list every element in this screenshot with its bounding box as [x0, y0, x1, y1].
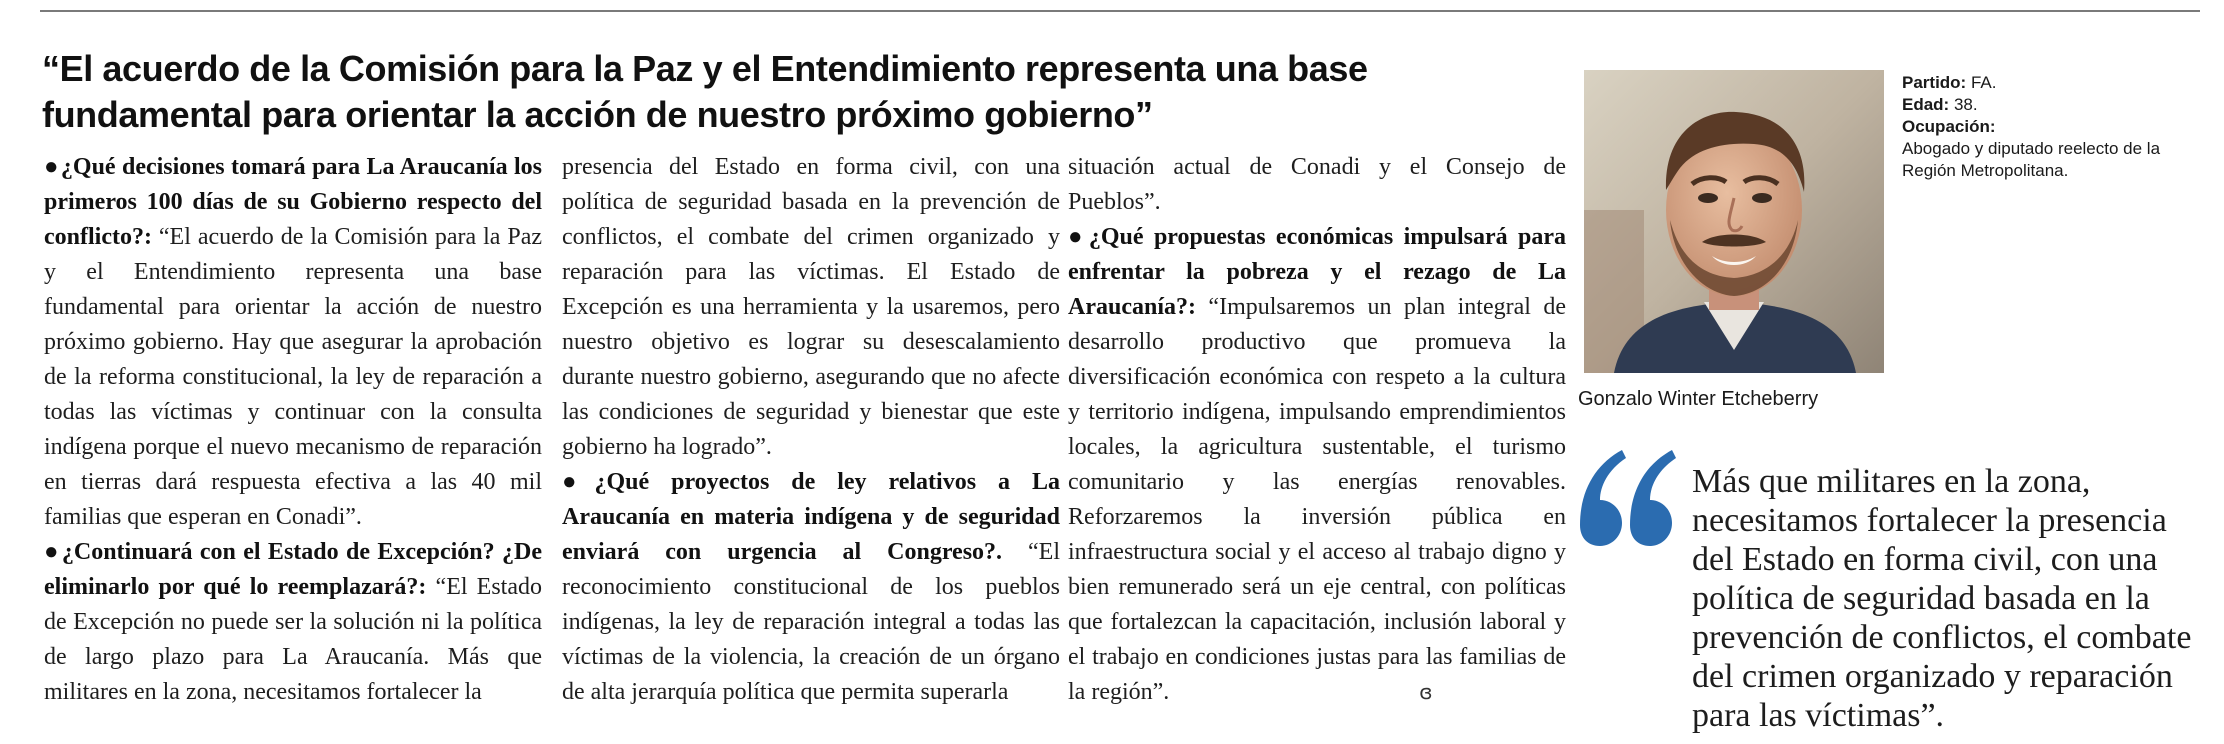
answer-2-cont: presencia del Estado en forma civil, con una política de seguridad basada en la prevención de conflictos, el combate del crimen organizado y reparación para las víctimas. El Estado de Excepción es una herramienta y la usaremos, pero nuestro objetivo es lograr su desescalamiento durante nuestro gobierno, asegurando que no afecte las condiciones de seguridad y bienestar que este gobierno ha logrado”. [562, 154, 1060, 460]
article-column-1 [44, 150, 542, 710]
answer-3-cont: situación actual de Conadi y el Consejo de Pueblos”. [1068, 154, 1566, 215]
headline-line-1: “El acuerdo de la Comisión para la Paz y el Entendimiento representa una base [42, 48, 1368, 89]
profile-box [1902, 72, 2202, 182]
profile-occupation-value: Abogado y diputado reelecto de la Región Metropolitana. [1902, 139, 2161, 180]
end-mark: ɞ [1419, 680, 1433, 704]
open-quote-icon [1570, 430, 1680, 550]
qa-block-2-cont [562, 150, 1060, 465]
profile-age: Edad: 38. [1902, 95, 1978, 114]
article-column-2 [562, 150, 1060, 710]
profile-occupation-label: Ocupación: [1902, 117, 1996, 136]
question-4: ●¿Qué propuestas económicas impulsará para enfrentar la pobreza y el rezago de La Araucanía?: [1068, 224, 1567, 320]
qa-block-3-cont [1068, 150, 1566, 220]
answer-1: “El acuerdo de la Comisión para la Paz y el Entendimiento representa una base fundamental para orientar la acción de nuestro próximo gobierno. Hay que asegurar la aprobación de la reforma constitucional, la ley de reparación a todas las víctimas y continuar con la consulta indígena porque el nuevo mecanismo de reparación en tierras dará respuesta efectiva a las 40 mil familias que esperan en Conadi”. [44, 224, 542, 530]
question-1: ●¿Qué decisiones tomará para La Araucanía los primeros 100 días de su Gobierno respecto del conflicto?: [44, 154, 542, 250]
photo-caption: Gonzalo Winter Etcheberry [1578, 388, 1819, 410]
pull-quote: Más que militares en la zona, necesitamos fortalecer la presencia del Estado en forma civil, con una política de seguridad basada en la prevención de conflictos, el combate del crimen organizado y reparación para las víctimas”. [1692, 463, 2192, 734]
qa-block-2 [44, 535, 542, 710]
qa-block-1 [44, 150, 542, 535]
top-rule [40, 10, 2200, 12]
headline [42, 46, 1562, 138]
question-3: ●¿Qué proyectos de ley relativos a La Araucanía en materia indígena y de seguridad enviará con urgencia al Congreso?. [562, 469, 1060, 565]
answer-4: “Impulsaremos un plan integral de desarrollo productivo que promueva la diversificación económica con respeto a la cultura y territorio indígena, impulsando emprendimientos locales, la agricultura sustentable, el turismo comunitario y las energías renovables. Reforzaremos la inversión pública en infraestructura social y el acceso al trabajo digno y bien remunerado será un eje central, con políticas que fortalezcan la capacitación, inclusión laboral y el trabajo en condiciones justas para las familias de la región”. [1068, 294, 1566, 705]
article-column-3 [1068, 150, 1566, 710]
portrait-photo [1584, 70, 1884, 373]
answer-2: “El Estado de Excepción no puede ser la solución ni la política de largo plazo para La Araucanía. Más que militares en la zona, necesitamos fortalecer la [44, 574, 543, 705]
headline-line-2: fundamental para orientar la acción de nuestro próximo gobierno” [42, 94, 1153, 135]
answer-3: “El reconocimiento constitucional de los pueblos indígenas, la ley de reparación integral a todas las víctimas de la violencia, la creación de un órgano de alta jerarquía política que permita superarla [562, 539, 1061, 705]
question-2: ●¿Continuará con el Estado de Excepción? ¿De eliminarlo por qué lo reemplazará?: [44, 539, 542, 600]
profile-party: Partido: FA. [1902, 73, 1997, 92]
qa-block-4 [1068, 220, 1566, 710]
qa-block-3 [562, 465, 1060, 710]
